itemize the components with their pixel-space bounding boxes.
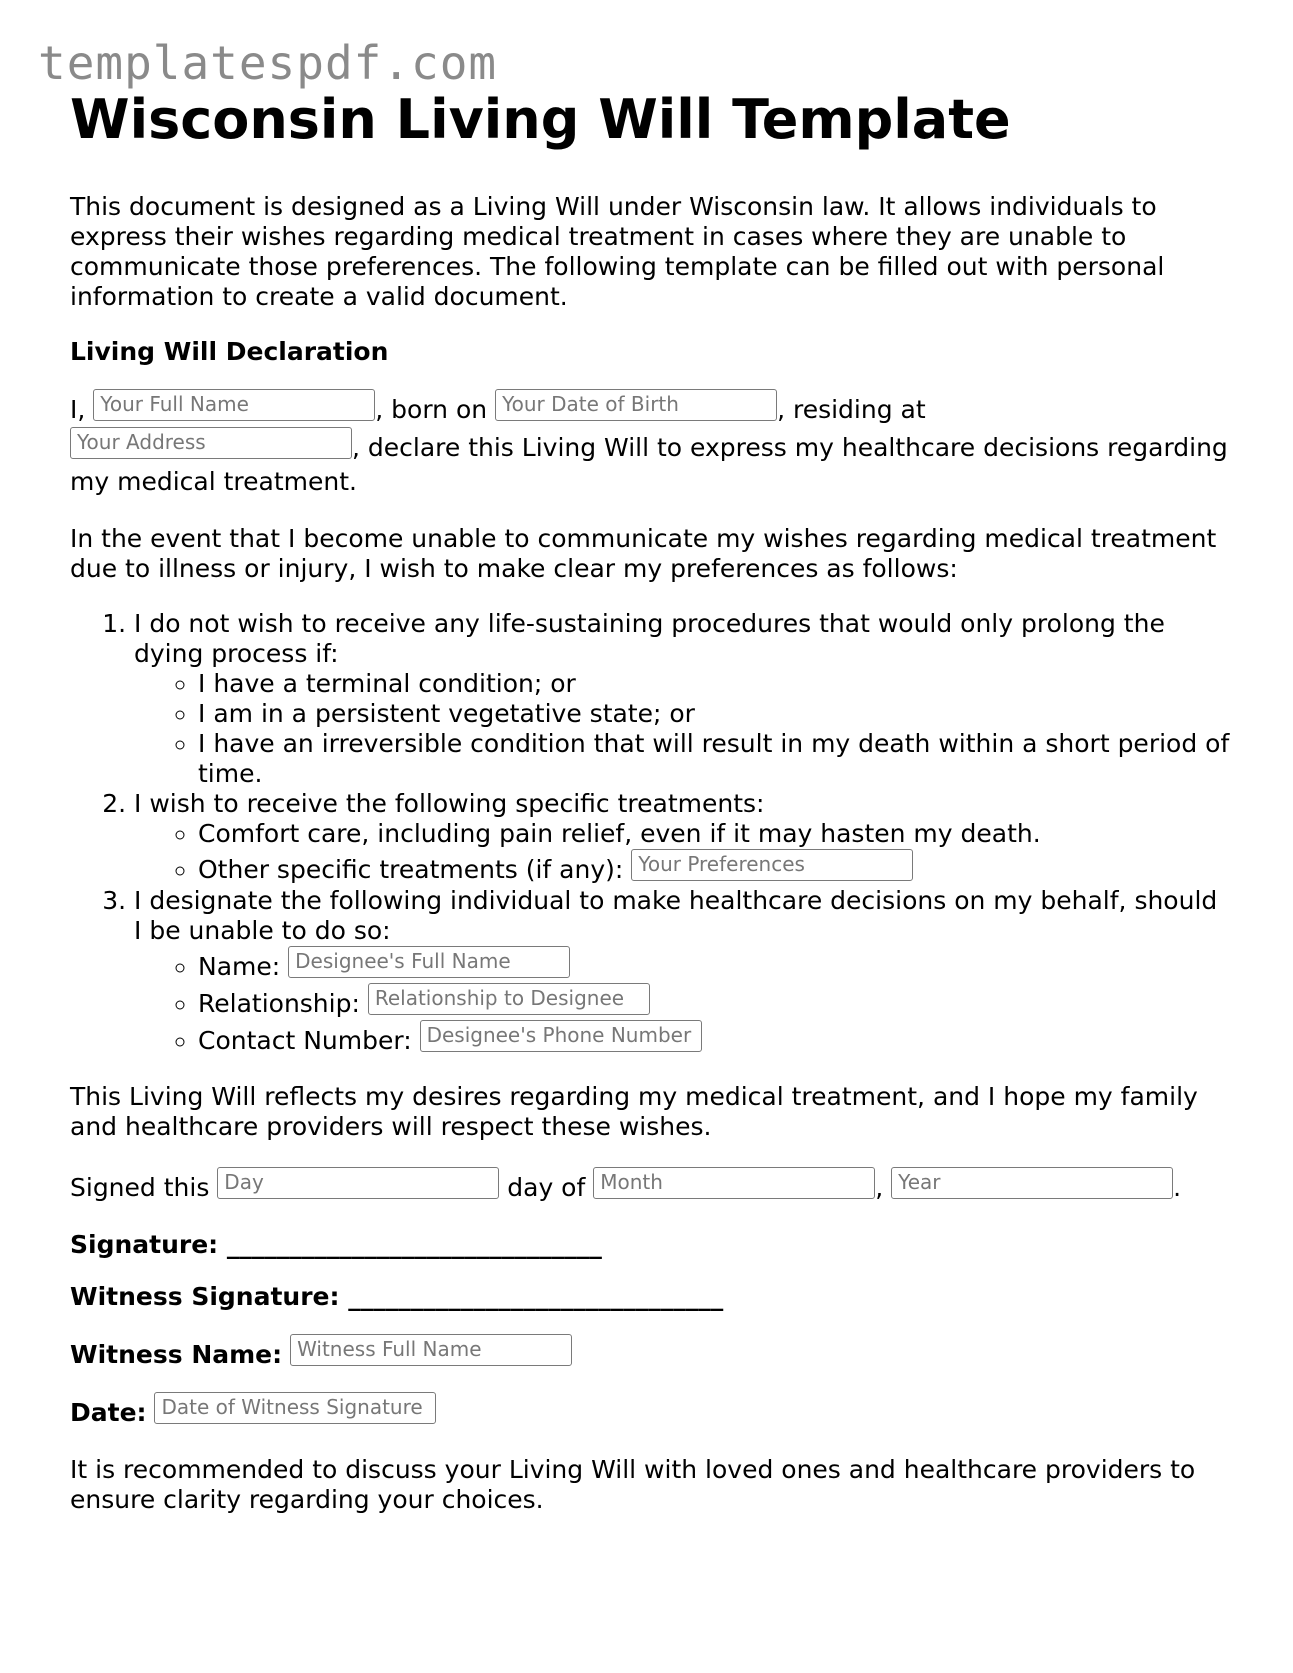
declaration-text-residing: , residing at <box>777 395 926 424</box>
document-page <box>70 88 1230 1540</box>
watermark: templatespdf.com <box>38 36 498 90</box>
closing-paragraph: It is recommended to discuss your Living Will with loved ones and healthcare providers to ensure clarity regarding your choices. <box>70 1455 1196 1514</box>
page-title: Wisconsin Living Will Template <box>70 88 1011 151</box>
list-item-text: I designate the following individual to make healthcare decisions on my behalf, should I be unable to do so: <box>134 886 1218 945</box>
declaration-heading: Living Will Declaration <box>70 337 389 366</box>
period-text: . <box>1173 1173 1182 1202</box>
signature-blank[interactable]: ______________________________ <box>226 1230 602 1259</box>
declaration-text-i: I, <box>70 395 86 424</box>
designee-phone-field[interactable]: Designee's Phone Number <box>420 1020 702 1052</box>
year-field[interactable]: Year <box>891 1167 1173 1199</box>
list-item-text: I wish to receive the following specific treatments: <box>134 789 765 818</box>
sub-list <box>134 669 1230 789</box>
sub-list <box>134 819 1230 886</box>
relationship-field[interactable]: Relationship to Designee <box>368 983 650 1015</box>
list-item-text: I do not wish to receive any life-sustaining procedures that would only prolong the dying process if: <box>134 609 1165 668</box>
sub-list <box>134 946 1230 1057</box>
signature-line <box>70 1230 1230 1260</box>
signed-line <box>70 1167 1230 1205</box>
sub-list-item: ◦ I have an irreversible condition that will result in my death within a short period of time. <box>198 729 1230 789</box>
witness-date-field[interactable]: Date of Witness Signature <box>154 1392 436 1424</box>
declaration-text-born: , born on <box>375 395 488 424</box>
contact-number-label: Contact Number: <box>198 1026 412 1055</box>
date-label: Date: <box>70 1398 147 1427</box>
sub-list-item: ◦ I am in a persistent vegetative state; or <box>198 699 1230 729</box>
comma-text: , <box>875 1173 884 1202</box>
designee-name-label: Name: <box>198 952 281 981</box>
full-name-field[interactable]: Your Full Name <box>93 389 375 421</box>
list-item <box>134 609 1230 789</box>
date-of-birth-field[interactable]: Your Date of Birth <box>495 389 777 421</box>
day-field[interactable]: Day <box>217 1167 499 1199</box>
preferences-field[interactable]: Your Preferences <box>631 849 913 881</box>
witness-signature-blank[interactable]: ______________________________ <box>348 1282 724 1311</box>
designee-name-field[interactable]: Designee's Full Name <box>288 946 570 978</box>
signed-this-text: Signed this <box>70 1173 210 1202</box>
declaration-paragraph <box>70 389 1230 499</box>
witness-name-label: Witness Name: <box>70 1340 283 1369</box>
witness-signature-label: Witness Signature: <box>70 1282 340 1311</box>
relationship-label: Relationship: <box>198 989 360 1018</box>
month-field[interactable]: Month <box>593 1167 875 1199</box>
sub-list-item: ◦ Comfort care, including pain relief, even if it may hasten my death. <box>198 819 1230 849</box>
preferences-list <box>70 609 1230 1057</box>
sub-list-item: ◦ I have a terminal condition; or <box>198 669 1230 699</box>
list-item <box>134 789 1230 886</box>
sub-list-item <box>198 1020 1230 1057</box>
sub-list-item <box>198 849 1230 886</box>
intro-paragraph: This document is designed as a Living Will under Wisconsin law. It allows individuals to express their wishes regarding medical treatment in cases where they are unable to communicate those preferences. The following template can be filled out with personal information to create a valid document. <box>70 192 1165 311</box>
other-treatments-label: Other specific treatments (if any): <box>198 855 624 884</box>
declaration-text-declare: , declare this Living Will to express my healthcare decisions regarding my medical treatment. <box>70 433 1228 496</box>
sub-list-item <box>198 946 1230 983</box>
witness-name-field[interactable]: Witness Full Name <box>290 1334 572 1366</box>
witness-signature-line <box>70 1282 1230 1312</box>
witness-name-line <box>70 1334 1230 1372</box>
reflects-paragraph: This Living Will reflects my desires regarding my medical treatment, and I hope my family and healthcare providers will respect these wishes. <box>70 1082 1198 1141</box>
address-field[interactable]: Your Address <box>70 427 352 459</box>
signature-label: Signature: <box>70 1230 219 1259</box>
list-item <box>134 886 1230 1057</box>
event-paragraph: In the event that I become unable to communicate my wishes regarding medical treatment due to illness or injury, I wish to make clear my preferences as follows: <box>70 524 1217 583</box>
sub-list-item <box>198 983 1230 1020</box>
witness-date-line <box>70 1392 1230 1430</box>
day-of-text: day of <box>507 1173 586 1202</box>
